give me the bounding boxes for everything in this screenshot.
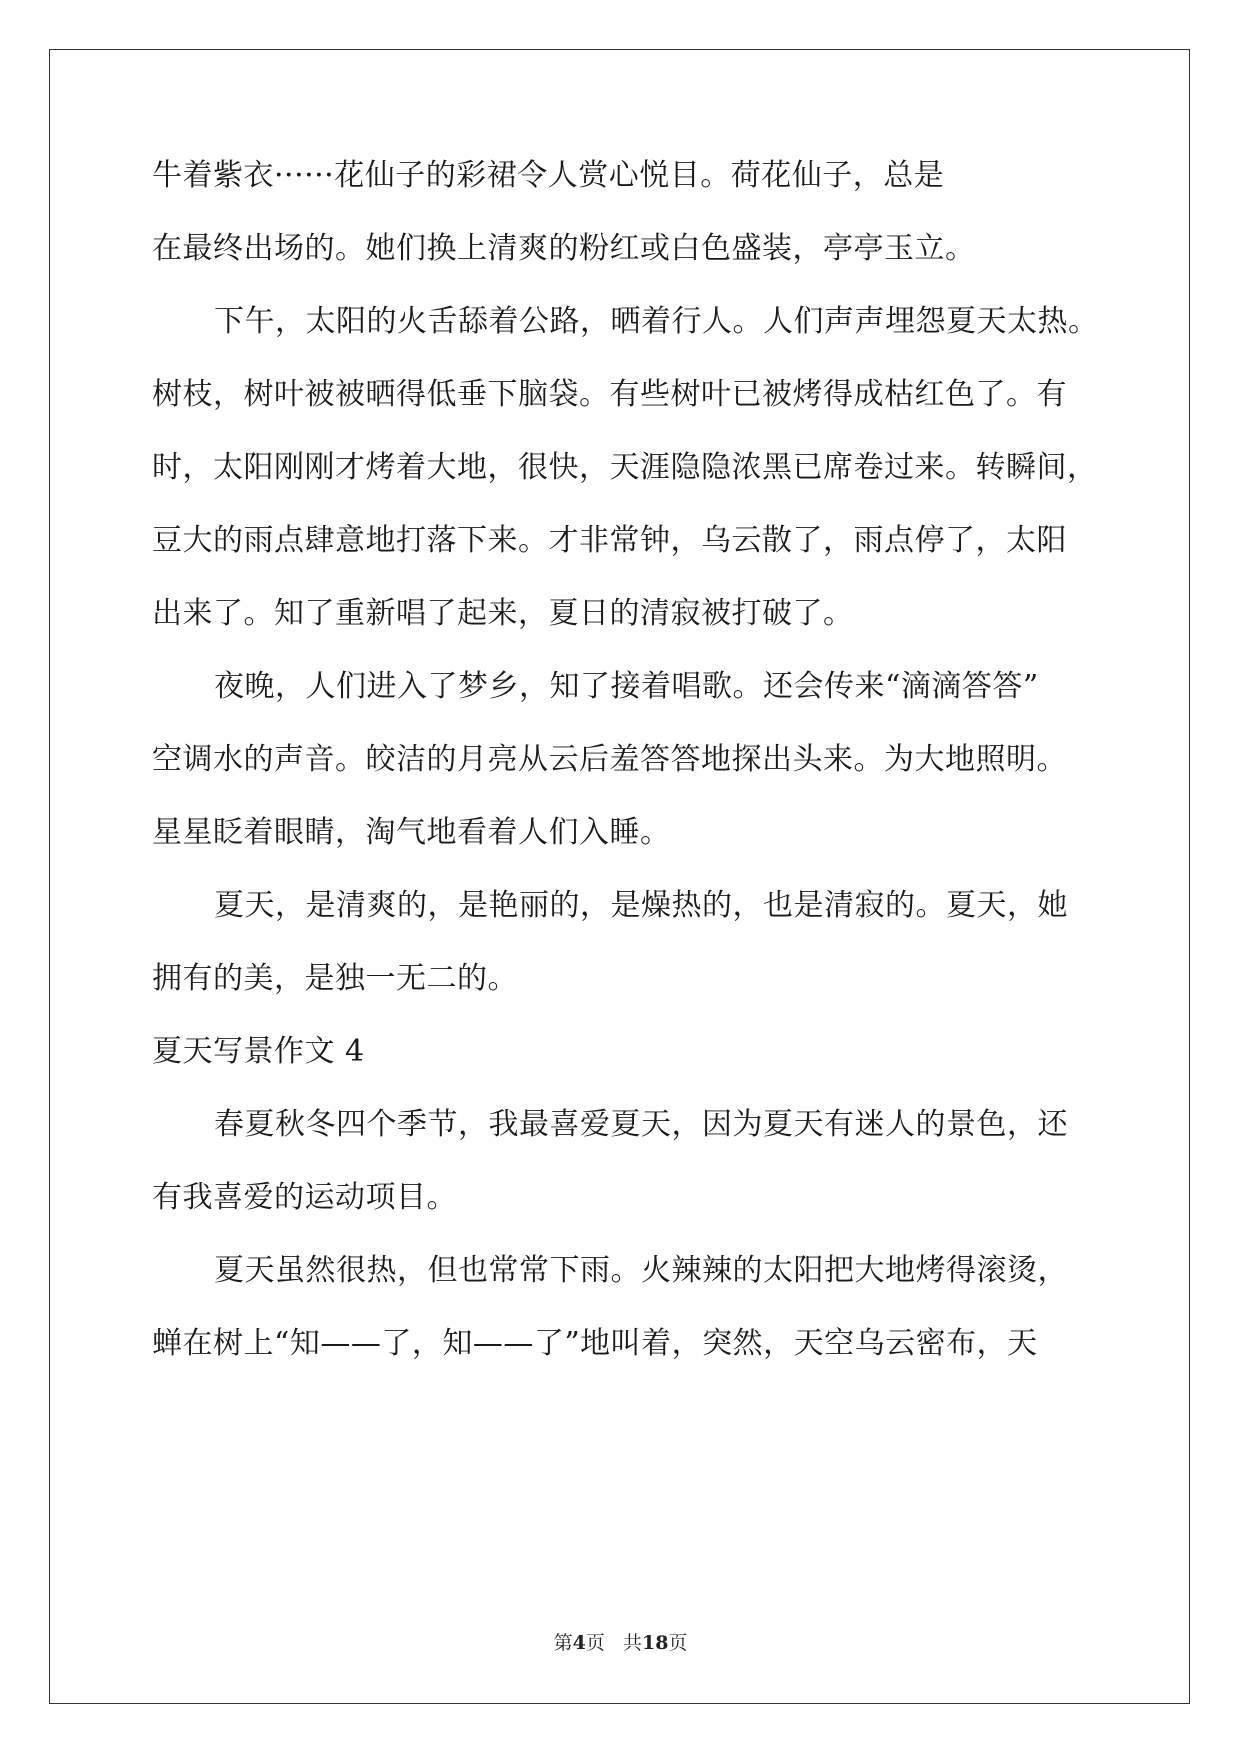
text-line: 夏天，是清爽的，是艳丽的，是燥热的，也是清寂的。夏天，她 bbox=[214, 888, 1068, 923]
footer-total-pages: 18 bbox=[641, 1632, 669, 1654]
text-line: 空调水的声音。皎洁的月亮从云后羞答答地探出头来。为大地照明。 bbox=[152, 742, 1067, 777]
text-line: 有我喜爱的运动项目。 bbox=[152, 1180, 457, 1215]
footer-total-prefix: 共 bbox=[622, 1632, 642, 1654]
text-line: 树枝，树叶被被晒得低垂下脑袋。有些树叶已被烤得成枯红色了。有 bbox=[152, 377, 1067, 412]
page-footer bbox=[0, 1631, 1241, 1655]
footer-prefix: 第 bbox=[553, 1632, 573, 1654]
text-line: 时，太阳刚刚才烤着大地，很快，天涯隐隐浓黑已席卷过来。转瞬间， bbox=[152, 450, 1098, 485]
text-line: 夏天虽然很热，但也常常下雨。火辣辣的太阳把大地烤得滚烫， bbox=[214, 1253, 1068, 1288]
text-line: 在最终出场的。她们换上清爽的粉红或白色盛装，亭亭玉立。 bbox=[152, 231, 976, 266]
text-line: 星星眨着眼睛，淘气地看着人们入睡。 bbox=[152, 815, 671, 850]
text-line: 春夏秋冬四个季节，我最喜爱夏天，因为夏天有迷人的景色，还 bbox=[214, 1107, 1068, 1142]
footer-page-suffix: 页 bbox=[585, 1632, 605, 1654]
page-border bbox=[49, 49, 1190, 1704]
text-line: 出来了。知了重新唱了起来，夏日的清寂被打破了。 bbox=[152, 596, 854, 631]
footer-total-suffix: 页 bbox=[668, 1632, 688, 1654]
text-line: 豆大的雨点肆意地打落下来。才非常钟，乌云散了，雨点停了，太阳 bbox=[152, 523, 1067, 558]
text-line: 拥有的美，是独一无二的。 bbox=[152, 961, 518, 996]
text-line: 蝉在树上“知——了，知——了”地叫着，突然，天空乌云密布，天 bbox=[152, 1326, 1038, 1361]
section-heading: 夏天写景作文 4 bbox=[152, 1034, 365, 1069]
footer-page-number: 4 bbox=[572, 1632, 586, 1654]
text-line: 牛着紫衣······花仙子的彩裙令人赏心悦目。荷花仙子，总是 bbox=[152, 158, 945, 193]
text-line: 夜晚，人们进入了梦乡，知了接着唱歌。还会传来“滴滴答答” bbox=[214, 669, 1039, 704]
text-line: 下午，太阳的火舌舔着公路，晒着行人。人们声声埋怨夏天太热。 bbox=[214, 304, 1099, 339]
